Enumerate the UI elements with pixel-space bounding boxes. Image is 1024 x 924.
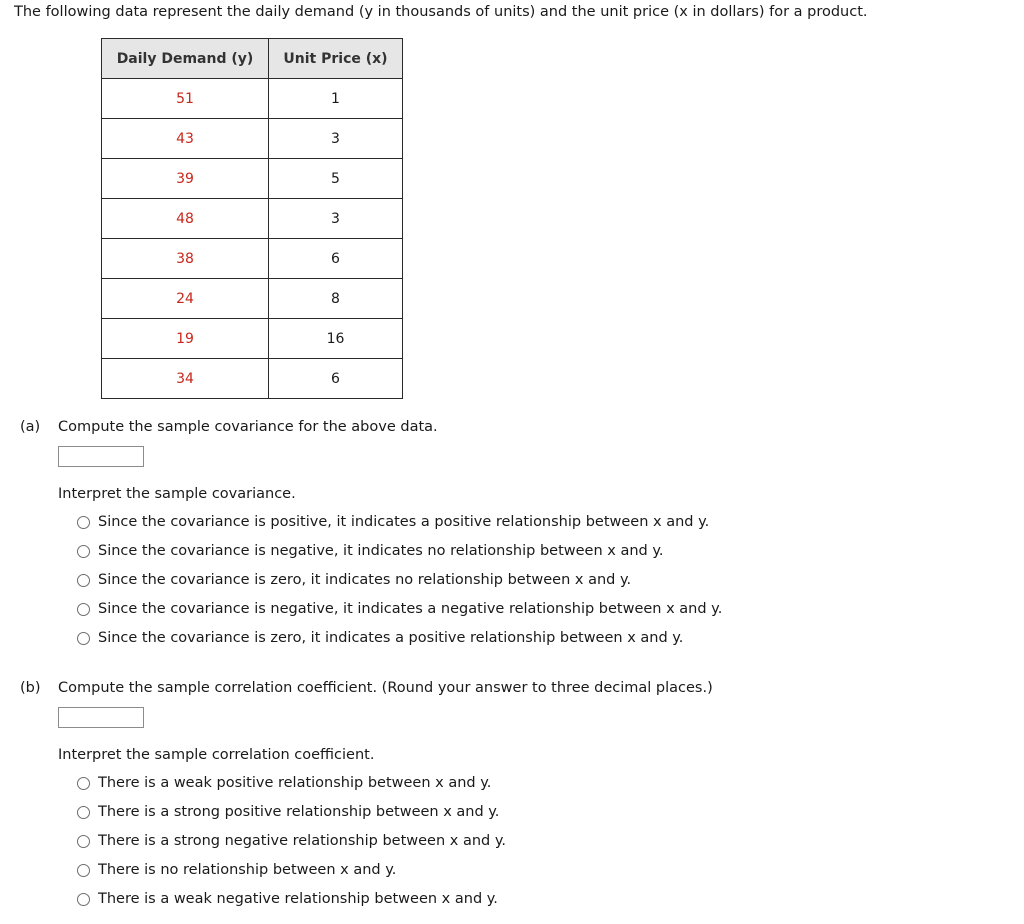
table-row xyxy=(102,119,403,159)
demand-cell: 38 xyxy=(102,239,269,279)
correlation-option-4-label: There is no relationship between x and y. xyxy=(98,862,397,878)
correlation-option-5-label: There is a weak negative relationship between x and y. xyxy=(98,891,498,907)
price-cell: 3 xyxy=(269,199,403,239)
demand-cell: 43 xyxy=(102,119,269,159)
radio-button[interactable] xyxy=(77,893,90,906)
table-row xyxy=(102,279,403,319)
correlation-interpret-label: Interpret the sample correlation coefficient. xyxy=(58,747,375,763)
radio-button[interactable] xyxy=(77,632,90,645)
table-row xyxy=(102,359,403,399)
covariance-option-1-label: Since the covariance is positive, it indicates a positive relationship between x and y. xyxy=(98,514,710,530)
covariance-option-3[interactable] xyxy=(77,572,631,588)
table-row xyxy=(102,239,403,279)
correlation-option-2[interactable] xyxy=(77,804,499,820)
problem-intro: The following data represent the daily demand (y in thousands of units) and the unit price (x in dollars) for a product. xyxy=(14,4,868,20)
covariance-option-2-label: Since the covariance is negative, it indicates no relationship between x and y. xyxy=(98,543,664,559)
correlation-option-3[interactable] xyxy=(77,833,506,849)
covariance-option-2[interactable] xyxy=(77,543,663,559)
part-b-tag: (b) xyxy=(20,680,41,696)
demand-cell: 48 xyxy=(102,199,269,239)
part-a-tag: (a) xyxy=(20,419,41,435)
part-b-question-text: Compute the sample correlation coefficient. (Round your answer to three decimal places.) xyxy=(58,680,713,696)
price-cell: 16 xyxy=(269,319,403,359)
covariance-answer-input[interactable] xyxy=(58,446,144,467)
price-cell: 1 xyxy=(269,79,403,119)
demand-cell: 34 xyxy=(102,359,269,399)
table-header-row xyxy=(102,39,403,79)
part-a-question-text: Compute the sample covariance for the above data. xyxy=(58,419,438,435)
part-b-question xyxy=(20,680,713,696)
radio-button[interactable] xyxy=(77,516,90,529)
table-row xyxy=(102,199,403,239)
price-cell: 5 xyxy=(269,159,403,199)
covariance-option-4-label: Since the covariance is negative, it indicates a negative relationship between x and y. xyxy=(98,601,723,617)
covariance-option-4[interactable] xyxy=(77,601,722,617)
radio-button[interactable] xyxy=(77,777,90,790)
radio-button[interactable] xyxy=(77,603,90,616)
data-table xyxy=(101,38,403,399)
correlation-option-1-label: There is a weak positive relationship between x and y. xyxy=(98,775,492,791)
price-cell: 6 xyxy=(269,359,403,399)
radio-button[interactable] xyxy=(77,835,90,848)
radio-button[interactable] xyxy=(77,806,90,819)
correlation-option-4[interactable] xyxy=(77,862,396,878)
radio-button[interactable] xyxy=(77,545,90,558)
table-row xyxy=(102,319,403,359)
covariance-option-1[interactable] xyxy=(77,514,709,530)
covariance-option-3-label: Since the covariance is zero, it indicates no relationship between x and y. xyxy=(98,572,632,588)
covariance-option-5[interactable] xyxy=(77,630,683,646)
covariance-interpret-label: Interpret the sample covariance. xyxy=(58,486,296,502)
table-row xyxy=(102,79,403,119)
header-daily-demand: Daily Demand (y) xyxy=(102,39,269,79)
price-cell: 6 xyxy=(269,239,403,279)
price-cell: 3 xyxy=(269,119,403,159)
correlation-option-5[interactable] xyxy=(77,891,498,907)
correlation-option-1[interactable] xyxy=(77,775,491,791)
demand-cell: 19 xyxy=(102,319,269,359)
header-unit-price: Unit Price (x) xyxy=(269,39,403,79)
demand-cell: 51 xyxy=(102,79,269,119)
correlation-option-3-label: There is a strong negative relationship between x and y. xyxy=(98,833,506,849)
radio-button[interactable] xyxy=(77,574,90,587)
price-cell: 8 xyxy=(269,279,403,319)
covariance-option-5-label: Since the covariance is zero, it indicates a positive relationship between x and y. xyxy=(98,630,684,646)
demand-cell: 24 xyxy=(102,279,269,319)
demand-cell: 39 xyxy=(102,159,269,199)
correlation-answer-input[interactable] xyxy=(58,707,144,728)
table-row xyxy=(102,159,403,199)
correlation-option-2-label: There is a strong positive relationship between x and y. xyxy=(98,804,500,820)
radio-button[interactable] xyxy=(77,864,90,877)
part-a-question xyxy=(20,419,438,435)
